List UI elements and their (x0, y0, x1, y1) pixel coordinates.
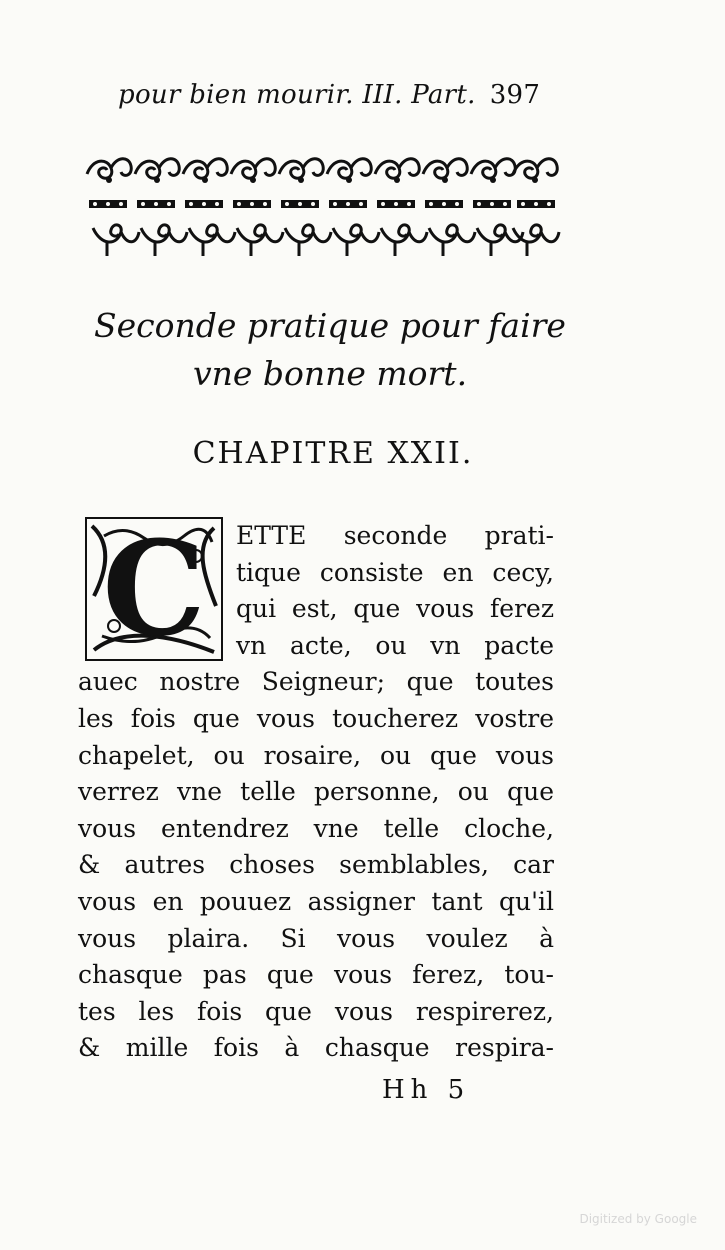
body-line: & autres choses semblables, car (78, 850, 554, 880)
body-line: qui est, que vous ferez (236, 594, 554, 624)
watermark: Digitized by Google (579, 1212, 697, 1226)
body-line: vous plaira. Si vous voulez à (78, 923, 554, 953)
body-line: chapelet, ou rosaire, ou que vous (78, 740, 554, 770)
body-line: ETTE seconde prati- (236, 521, 554, 550)
ornament-row-middle (89, 200, 555, 208)
body-line: verrez vne telle personne, ou que (78, 777, 554, 807)
body-line: vn acte, ou vn pacte (236, 630, 554, 660)
running-head (118, 80, 578, 110)
body-line: vous en pouuez assigner tant qu'il (78, 886, 554, 916)
body-line: chasque pas que vous ferez, tou- (78, 960, 554, 990)
body-line: les fois que vous toucherez vostre (78, 703, 554, 733)
ornament-row-top (87, 159, 557, 183)
dropcap-letter: C (102, 516, 206, 662)
running-head-text: pour bien mourir. III. Part. (118, 80, 476, 110)
title-line-1: Seconde pratique pour faire (94, 306, 566, 345)
body-line: tes les fois que vous respirerez, (78, 996, 554, 1026)
ornamental-headpiece (85, 152, 563, 270)
chapter-title (70, 302, 590, 398)
signature-mark: Hh 5 (382, 1075, 471, 1105)
ornament-row-bottom (93, 225, 559, 256)
chapter-heading: CHAPITRE XXII. (192, 436, 474, 471)
body-line: auec nostre Seigneur; que toutes (78, 667, 554, 697)
body-text (78, 518, 554, 1067)
body-line: vous entendrez vne telle cloche, (78, 813, 554, 843)
body-line: tique consiste en cecy, (236, 557, 554, 587)
body-line: & mille fois à chasque respira- (78, 1033, 554, 1063)
page-number: 397 (489, 80, 541, 110)
title-line-2: vne bonne mort. (192, 354, 468, 393)
